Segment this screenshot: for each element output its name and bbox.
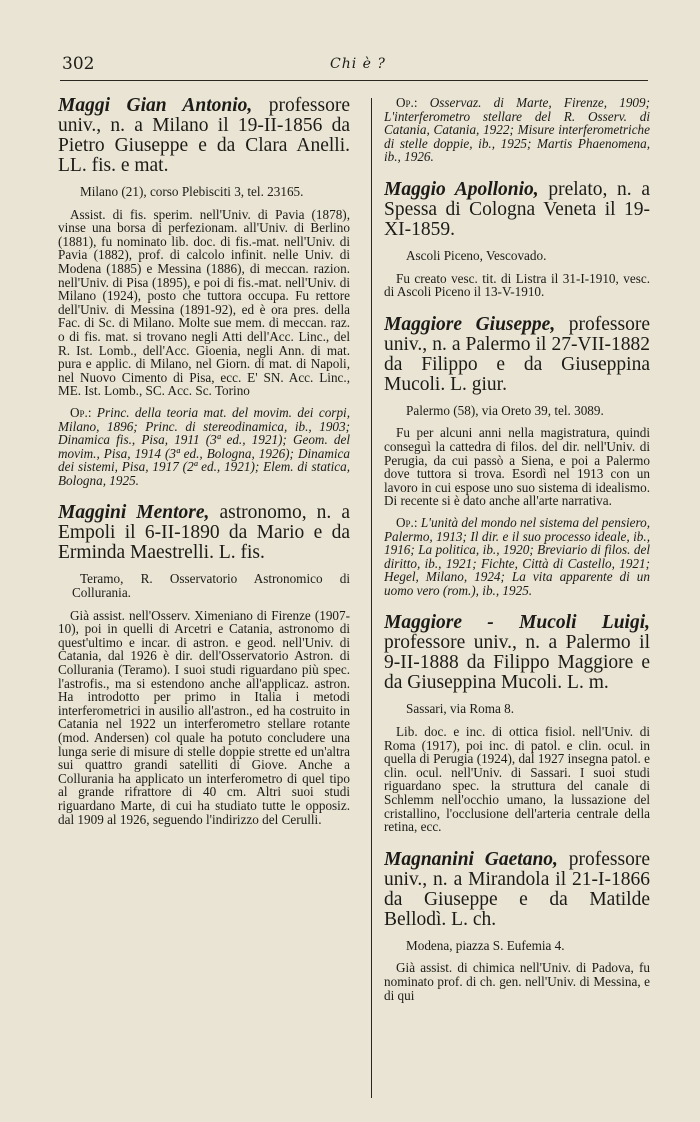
entry-works bbox=[384, 96, 650, 164]
entry-works bbox=[58, 406, 350, 488]
entry-works bbox=[384, 516, 650, 598]
page-number: 302 bbox=[62, 54, 95, 74]
entry-heading bbox=[384, 613, 650, 693]
entry-heading-text: professore univ., n. a Palermo il 27-VII-1882 da Filippo e da Giuseppina Mucoli. L. giur. bbox=[384, 313, 650, 395]
entry-address: Palermo (58), via Oreto 39, tel. 3089. bbox=[406, 402, 604, 418]
entry-name: Maggio Apollonio, bbox=[384, 178, 539, 200]
entry-heading bbox=[58, 503, 350, 563]
entry-name: Maggiore - Mucoli Luigi, bbox=[384, 612, 650, 634]
entry-heading-text: astronomo, n. a Empoli il 6-II-1890 da Mario e da Erminda Maestrelli. L. fis. bbox=[58, 502, 350, 564]
entry-maggini-mentore bbox=[58, 503, 350, 826]
entry-maggio-apollonio bbox=[384, 180, 650, 299]
works-text: L'unità del mondo nel sistema del pensiero, Palermo, 1913; Il dir. e il suo processo ideale, ib., 1916; La politica, ib., 1920; Breviario di filos. del diritto, ib., 1921; Fichte, Città di Castello, 1921; Hegel, Milano, 1924; La vita apparente di un uomo vero (rom.), ib., 1925. bbox=[384, 514, 650, 598]
entry-heading-text: prelato, n. a Spessa di Cologna Veneta il 19-XI-1859. bbox=[384, 178, 650, 240]
page-header bbox=[0, 54, 700, 80]
entry-body: Lib. doc. e inc. di ottica fisiol. nell'Univ. di Roma (1917), poi inc. di patol. e clin. ocul. in quella di Perugia (1924), dal 1927 insegna patol. e clin. ocul. nell'Univ. di Sassari. I suoi studi riguardano spec. la struttura del canale di Schlemm nell'occhio umano, la lussazione del cristallino, l'occlusione dell'arteria centrale della retina, ecc. bbox=[384, 724, 650, 835]
entry-name: Maggi Gian Antonio, bbox=[58, 96, 253, 116]
entry-maggi-gian-antonio bbox=[58, 96, 350, 487]
entry-heading bbox=[58, 96, 350, 176]
entry-name: Magnanini Gaetano, bbox=[384, 848, 558, 870]
entry-magnanini-gaetano bbox=[384, 850, 650, 1002]
works-label: Op.: bbox=[70, 404, 92, 420]
entry-address: Teramo, R. Osservatorio Astronomico di Collurania. bbox=[72, 571, 350, 601]
works-label: Op.: bbox=[396, 96, 418, 110]
entry-address: Milano (21), corso Plebisciti 3, tel. 23165. bbox=[80, 184, 304, 199]
entry-maggiore-giuseppe bbox=[384, 315, 650, 598]
entry-heading-text: professore univ., n. a Palermo il 9-II-1888 da Filippo Maggiore e da Giuseppina Mucoli. L. m. bbox=[384, 632, 650, 694]
column-divider bbox=[371, 98, 372, 1098]
entry-heading bbox=[384, 850, 650, 930]
entry-heading bbox=[384, 180, 650, 240]
entry-maggini-works-continued bbox=[384, 96, 650, 164]
entry-name: Maggini Mentore, bbox=[58, 502, 210, 524]
works-text: Princ. della teoria mat. del movim. dei corpi, Milano, 1896; Princ. di stereodinamica, ib., 1903; Dinamica fis., Pisa, 1911 (3ª ed., 1921); Geom. del movim., Pisa, 1914 (3ª ed., Bologna, 1926); Dinamica dei sistemi, Pisa, 1917 (2ª ed., 1921); Elem. di statica, Bologna, 1925. bbox=[58, 404, 350, 488]
entry-name: Maggiore Giuseppe, bbox=[384, 313, 556, 335]
entry-address: Modena, piazza S. Eufemia 4. bbox=[406, 937, 565, 953]
entry-address: Sassari, via Roma 8. bbox=[406, 701, 515, 717]
running-title: Chi è ? bbox=[330, 56, 386, 72]
entry-heading bbox=[384, 315, 650, 395]
works-text: Osservaz. di Marte, Firenze, 1909; L'interferometro stellare del R. Osserv. di Catania, Catania, 1922; Misure interferometriche di stelle doppie, ib., 1925; Martis Phaenomena, ib., 1926. bbox=[384, 96, 650, 165]
entry-body: Già assist. di chimica nell'Univ. di Padova, fu nominato prof. di ch. gen. nell'Univ. di Messina, e di qui bbox=[384, 960, 650, 1003]
header-rule bbox=[60, 80, 648, 81]
entry-heading-text: professore univ., n. a Milano il 19-II-1856 da Pietro Giuseppe e da Clara Anelli. LL. fis. e mat. bbox=[58, 96, 350, 176]
entry-body: Fu creato vesc. tit. di Listra il 31-I-1910, vesc. di Ascoli Piceno il 13-V-1910. bbox=[384, 270, 650, 300]
entry-address: Ascoli Piceno, Vescovado. bbox=[406, 247, 547, 263]
entry-body: Già assist. nell'Osserv. Ximeniano di Firenze (1907-10), poi in quelli di Arcetri e Catania, astronomo di quest'ultimo e incar. di astron. e geod. nell'Univ. di Catania, dal 1926 è dir. dell'Osservatorio Astron. di Collurania (Teramo). I suoi studi riguardano più spec. l'astrofis., ma si estendono anche all'applicaz. astron. Ha introdotto per primo in Italia i metodi interferometrici in ausilio all'astron., ed ha costruito in Catania nel 1922 un interferometro stellare rotante (mod. Andersen) col quale ha potuto concludere una lunga serie di misure di stelle doppie strette ed un'altra sui quattro grandi satelliti di Giove. Anche a Collurania ha applicato un interferometro di quel tipo al grande rifrattore di 40 cm. Altri suoi studi riguardano Marte, di cui ha studiato tutte le opposiz. dal 1909 al 1926, seguendo l'indirizzo del Cerulli. bbox=[58, 607, 350, 827]
entry-maggiore-mucoli-luigi bbox=[384, 613, 650, 833]
left-column bbox=[58, 96, 350, 1106]
entry-body: Assist. di fis. sperim. nell'Univ. di Pavia (1878), vinse una borsa di perfezionam. all'Univ. di Berlino (1881), fu nominato lib. doc. di fis.-mat. nell'Univ. di Pavia (1882), prof. di calcolo infinit. nelle Univ. di Modena (1885) e Messina (1886), di meccan. razion. nell'Univ. di Pisa (1895), e poi di fis.-mat. nell'Univ. di Milano (1924), posto che tuttora occupa. Fu rettore dell'Univ. di Messina (1891-92), ed è ora pres. della Fac. di Sc. di Milano. Molte sue mem. di meccan. raz. o di fis. mat. si trovano negli Atti dell'Acc. Linc., del R. Ist. Lomb., dell'Acc. Gioenia, negli Ann. di mat. pura e applic. di Milano, nel Giorn. di mat. di Napoli, nel Nuovo Cimento di Pisa, ecc. E' SN. Acc. Linc., ME. Ist. Lomb., SC. Acc. Sc. Torino bbox=[58, 206, 350, 399]
entry-body: Fu per alcuni anni nella magistratura, quindi conseguì la cattedra di filos. del dir. nell'Univ. di Perugia, da cui passò a Siena, e poi a Palermo dove tuttora si trova. Esordì nel 1913 con un lavoro in cui espose uno suo sistema di idealismo. Di recente si è dato anche all'arte narrativa. bbox=[384, 425, 650, 509]
right-column bbox=[384, 96, 650, 1106]
works-label: Op.: bbox=[396, 514, 418, 530]
entry-heading-text: professore univ., n. a Mirandola il 21-I-1866 da Giuseppe e da Matilde Bellodì. L. ch. bbox=[384, 848, 650, 930]
